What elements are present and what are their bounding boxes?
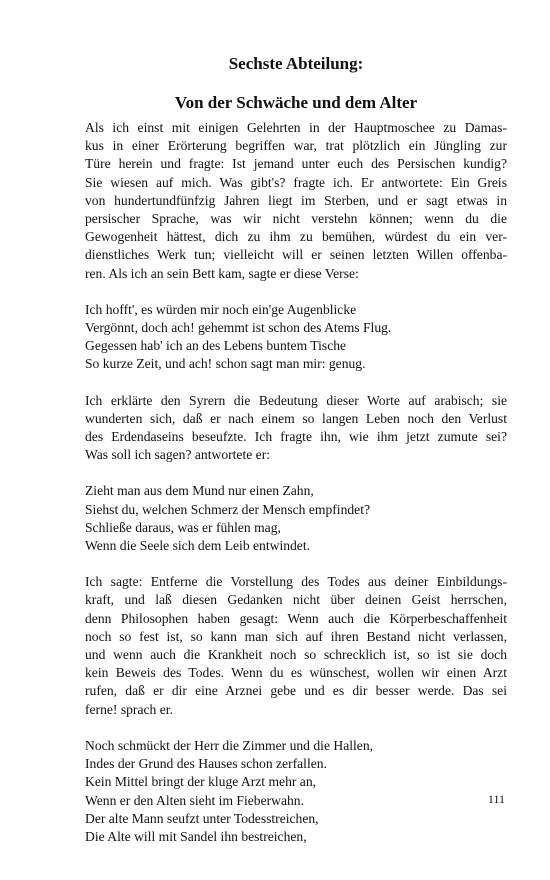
verse-line: So kurze Zeit, und ach! schon sagt man mir: genug.: [85, 356, 366, 372]
text-line: und wenn auch die Krankheit noch so schrecklich ist, so ist sie doch: [85, 647, 507, 663]
text-line: des Erdendaseins beseufzte. Ich fragte ihn, wie ihm jetzt zumute sei?: [85, 429, 507, 445]
text-line: Gewogenheit hättest, dich zu ihm zu bemühen, würdest du ein ver-: [85, 229, 507, 245]
paragraph-spacer: [85, 283, 507, 301]
paragraph-spacer: [85, 374, 507, 392]
verse-line: Der alte Mann seufzt unter Todesstreichen,: [85, 810, 319, 826]
text-line: Türe herein und fragte: Ist jemand unter euch des Persischen kundig?: [85, 156, 507, 172]
verse-line: Schließe daraus, was er fühlen mag,: [85, 519, 281, 535]
text-line: dienstliches Werk tun; vielleicht will er seinen letzten Willen offenba-: [85, 247, 507, 263]
text-line: noch so fest ist, so kann man sich auf ihren Bestand nicht verlassen,: [85, 628, 507, 644]
text-line: kraft, und laß diesen Gedanken nicht über deinen Geist herrschen,: [85, 592, 507, 608]
verse-line: Zieht man aus dem Mund nur einen Zahn,: [85, 483, 314, 499]
text-line: wunderten sich, daß er nach einem so langen Leben noch den Verlust: [85, 410, 507, 426]
text-line: Ich sagte: Entferne die Vorstellung des Todes aus deiner Einbildungs-: [85, 574, 507, 590]
verse-3: [85, 737, 507, 846]
paragraph-3: [85, 573, 507, 719]
verse-2: [85, 482, 507, 555]
text-line: rufen, daß er dir eine Arznei gebe und es dir besser werde. Das sei: [85, 683, 507, 699]
verse-line: Vergönnt, doch ach! gehemmt ist schon des Atems Flug.: [85, 320, 392, 336]
paragraph-spacer: [85, 464, 507, 482]
text-line: kus in einer Erörterung begriffen war, trat plötzlich ein Jüngling zur: [85, 138, 507, 154]
verse-line: Noch schmückt der Herr die Zimmer und die Hallen,: [85, 737, 374, 753]
text-line: Was soll ich sagen? antwortete er:: [85, 447, 270, 463]
text-line: denn Philosophen haben gesagt: Wenn auch die Körperbeschaffenheit: [85, 610, 507, 626]
text-line: persischer Sprache, was wir nicht verstehn können; wenn du die: [85, 211, 507, 227]
text-line: von hundertundfünfzig Jahren liegt im Sterben, und er sagt etwas in: [85, 192, 507, 208]
section-subheading: Von der Schwäche und dem Alter: [174, 93, 418, 112]
paragraph-spacer: [85, 555, 507, 573]
text-line: Ich erklärte den Syrern die Bedeutung dieser Worte auf arabisch; sie: [85, 392, 507, 408]
verse-line: Siehst du, welchen Schmerz der Mensch empfindet?: [85, 501, 371, 517]
verse-line: Wenn die Seele sich dem Leib entwindet.: [85, 538, 311, 554]
text-line: Als ich einst mit einigen Gelehrten in der Hauptmoschee zu Damas-: [85, 120, 507, 135]
page-content: [85, 52, 507, 846]
verse-line: Wenn er den Alten sieht im Fieberwahn.: [85, 792, 304, 808]
text-line: ferne! sprach er.: [85, 701, 173, 717]
verse-line: Gegessen hab' ich an des Lebens buntem Tische: [85, 338, 347, 354]
verse-1: [85, 301, 507, 374]
text-line: Sie wiesen auf mich. Was gibt's? fragte ich. Er antwortete: Ein Greis: [85, 174, 507, 190]
paragraph-spacer: [85, 719, 507, 737]
section-heading: Sechste Abteilung:: [228, 54, 364, 73]
verse-line: Kein Mittel bringt der kluge Arzt mehr an,: [85, 774, 317, 790]
paragraph-1: [85, 119, 507, 283]
text-line: kein Beweis des Todes. Wenn du es wünschest, wollen wir einen Arzt: [85, 665, 507, 681]
verse-line: Indes der Grund des Hauses schon zerfallen.: [85, 756, 327, 772]
verse-line: Die Alte will mit Sandel ihn bestreichen,: [85, 828, 307, 844]
paragraph-2: [85, 392, 507, 465]
text-line: ren. Als ich an sein Bett kam, sagte er diese Verse:: [85, 265, 359, 281]
page-number: 111: [487, 792, 505, 806]
verse-line: Ich hofft', es würden mir noch ein'ge Augenblicke: [85, 301, 357, 317]
